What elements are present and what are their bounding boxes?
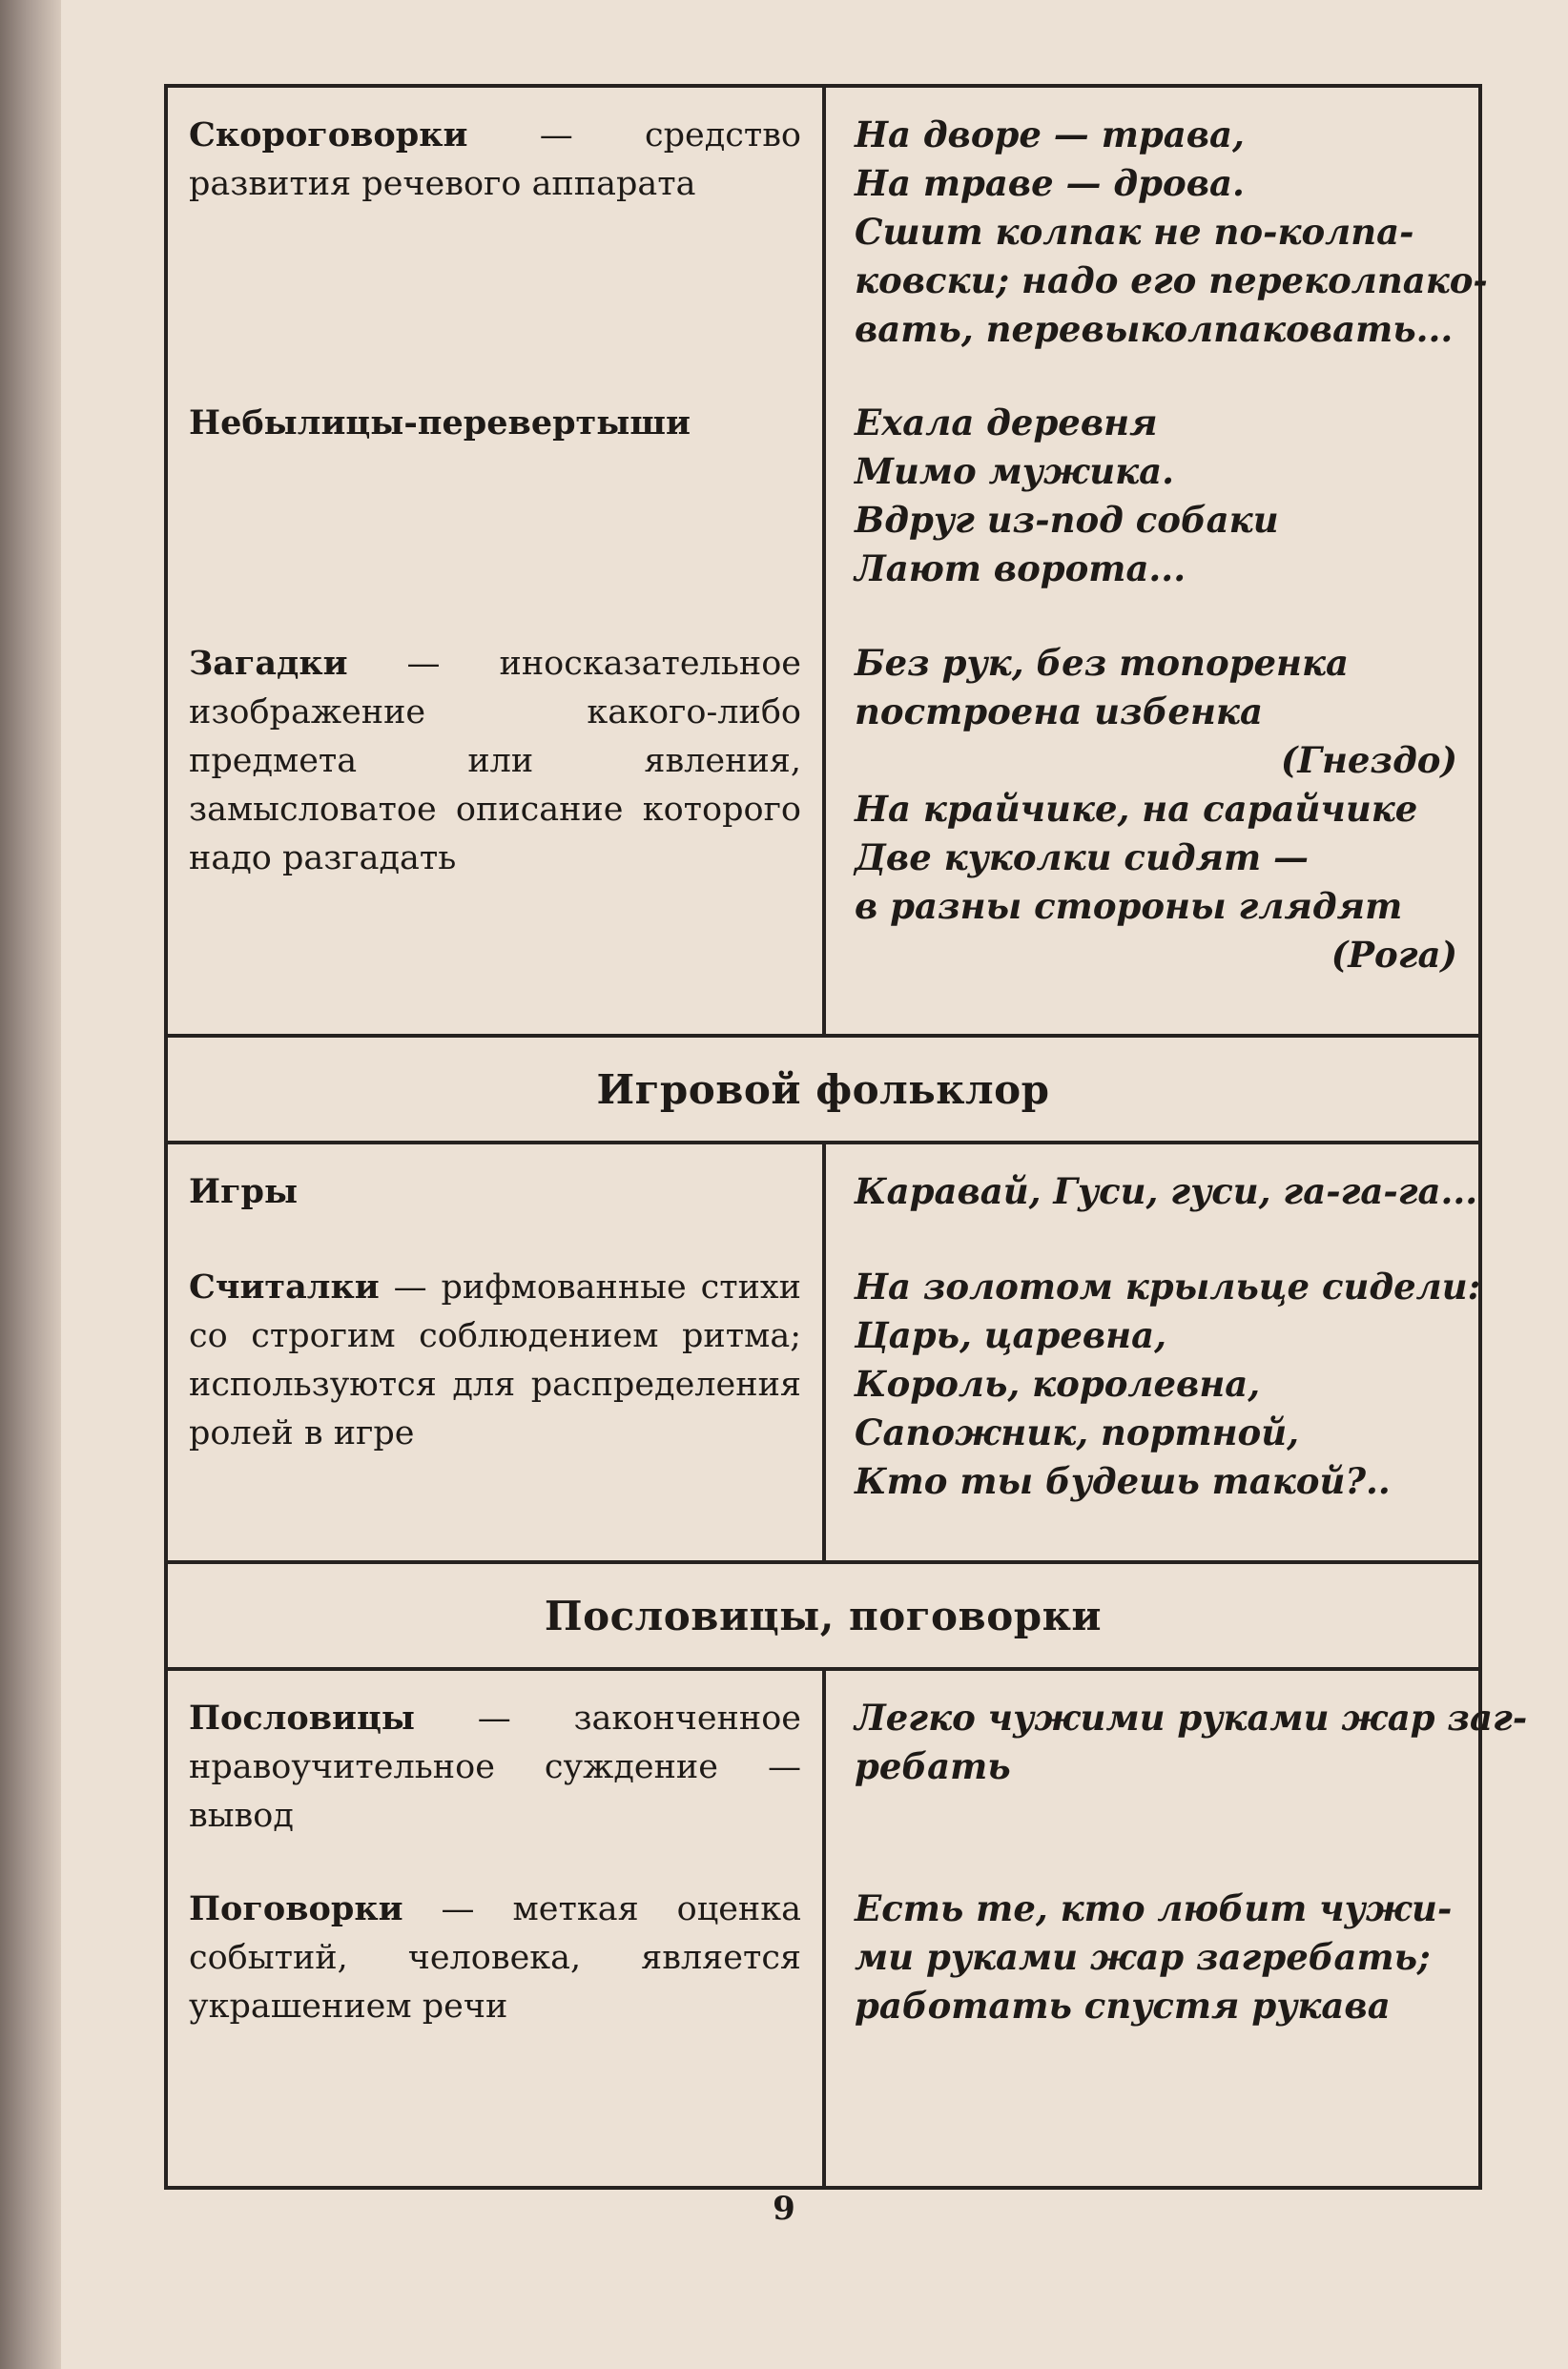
table-cell-example	[826, 1144, 1478, 1216]
example-line: Каравай, Гуси, гуси, га-га-га...	[855, 1170, 1478, 1212]
table-cell-term	[168, 376, 822, 448]
section-heading: Пословицы, поговорки	[544, 1592, 1103, 1639]
term-title: Небылицы-перевертыши	[189, 403, 691, 443]
example-line: На дворе — трава,	[855, 113, 1245, 155]
table-cell-term	[168, 1671, 822, 1841]
term-title: Игры	[189, 1172, 299, 1211]
term-definition	[189, 639, 801, 883]
example-line: вать, перевыколпаковать...	[855, 308, 1454, 350]
example-text	[855, 1167, 1478, 1216]
term-title: Пословицы	[189, 1699, 415, 1738]
term-text: — законченное нравоучительное суждение — вывод	[189, 1700, 801, 1835]
table-cell-term	[168, 1862, 822, 2031]
example-text	[855, 639, 1457, 979]
example-line: Без рук, без топоренка	[855, 642, 1350, 684]
example-text	[855, 1694, 1528, 1791]
term-title: Считалки	[189, 1267, 380, 1307]
term-definition	[189, 1694, 801, 1841]
example-line: ребать	[855, 1745, 1011, 1787]
example-line: Легко чужими руками жар заг-	[855, 1697, 1528, 1739]
example-line: Мимо мужика.	[855, 450, 1175, 492]
table-cell-example	[826, 1671, 1528, 1791]
table-section-games	[168, 1144, 1481, 1560]
example-line: Кто ты будешь такой?..	[855, 1460, 1391, 1502]
term-definition	[189, 111, 801, 209]
example-line: в разны стороны глядят	[855, 885, 1403, 927]
table-cell-term	[168, 616, 822, 883]
example-line: Ехала деревня	[855, 402, 1158, 443]
example-line: Царь, царевна,	[855, 1314, 1167, 1356]
example-line: Есть те, кто любит чужи-	[855, 1887, 1453, 1929]
example-line: ми руками жар загребать;	[855, 1936, 1431, 1978]
term-text: — иносказательное изображение какого-либо предмета или явления, замысловатое описание которого надо разгадать	[189, 645, 801, 877]
table-section-top	[168, 88, 1488, 1034]
table-cell-example	[826, 1862, 1478, 2030]
term-text: — меткая оценка событий, человека, является украшением речи	[189, 1890, 801, 2026]
folklore-table	[164, 84, 1528, 2190]
term-title: Загадки	[189, 644, 348, 683]
example-line: построена избенка	[855, 690, 1263, 732]
example-text	[855, 399, 1457, 593]
example-text	[855, 111, 1488, 354]
example-line: Король, королевна,	[855, 1363, 1261, 1405]
term-text: — средство развития речевого аппарата	[189, 116, 801, 203]
table-cell-term	[168, 1240, 822, 1458]
term-text: — рифмованные стихи со строгим соблюдением ритма; используются для распределения ролей в игре	[189, 1268, 801, 1452]
example-line: Вдруг из-под собаки	[855, 499, 1279, 541]
table-cell-example	[826, 616, 1478, 979]
example-text	[855, 1263, 1481, 1506]
example-line: Сапожник, портной,	[855, 1411, 1300, 1453]
example-line: работать спустя рукава	[855, 1985, 1391, 2027]
example-line: Лают ворота...	[855, 547, 1186, 589]
term-definition	[189, 399, 801, 448]
table-cell-example	[826, 88, 1488, 354]
term-definition	[189, 1167, 801, 1217]
example-line: Сшит колпак не по-колпа-	[855, 211, 1414, 253]
term-definition	[189, 1885, 801, 2031]
riddle-answer: (Рога)	[1331, 934, 1457, 976]
table-section-proverbs	[168, 1671, 1528, 2186]
table-cell-example	[826, 376, 1478, 593]
table-cell-term	[168, 1144, 822, 1217]
example-line: На траве — дрова.	[855, 162, 1245, 204]
example-line: ковски; надо его переколпако-	[855, 259, 1488, 301]
term-definition	[189, 1263, 801, 1458]
table-cell-example	[826, 1240, 1481, 1506]
example-text	[855, 1885, 1457, 2030]
table-cell-term	[168, 88, 822, 209]
section-heading: Игровой фольклор	[596, 1065, 1050, 1113]
example-line: На крайчике, на сарайчике	[855, 788, 1418, 830]
term-title: Поговорки	[189, 1889, 403, 1928]
book-spine-shadow	[0, 0, 61, 2369]
page-number: 9	[773, 2190, 795, 2228]
term-title: Скороговорки	[189, 115, 468, 154]
example-line: Две куколки сидят —	[855, 836, 1310, 878]
riddle-answer: (Гнездо)	[1280, 739, 1457, 781]
example-line: На золотом крыльце сидели:	[855, 1266, 1481, 1308]
